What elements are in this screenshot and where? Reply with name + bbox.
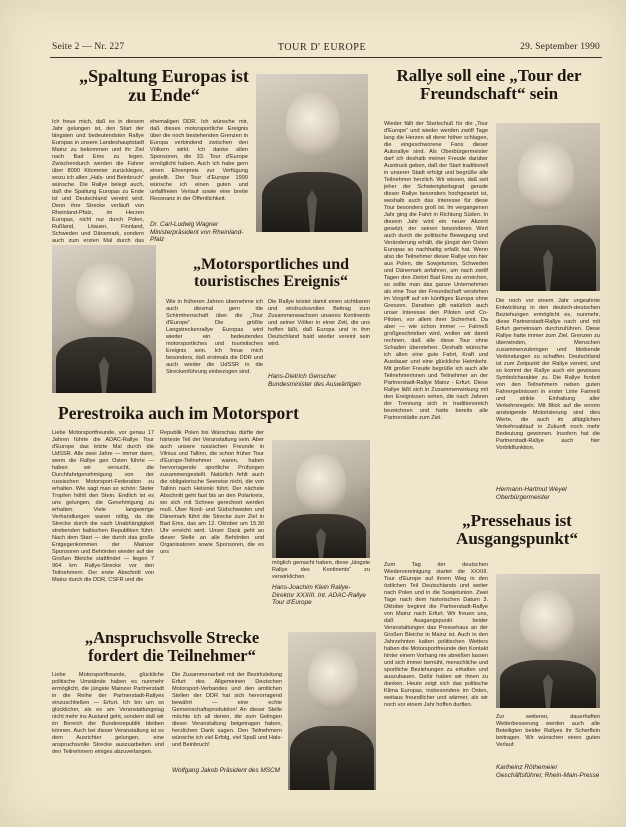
freundschaft-col-1: Wieder fällt der Startschuß für die „Tour d'Europe“ und wieder werden zwölf Tage lang die Herzen all derer höher schlagen, die eingeschworene Fans dieser Autorallye sind. Als Oberbürgermeister darf ich deshalb meiner Freude darüber Ausdruck geben, daß der Start traditionell in unserer Stadt erfolgt und begrüße alle Teilnehmer herzlich. Wir wissen, daß seit jeher der Schwierigkeitsgrad gerade dieser Rallye besonders hochgesetzt ist, weshalb auch das Interesse für diese Tour besonders groß ist. Im vergangenen Jahr ging die Fahrt in Richtung Süden. In diesem Jahr wird ein neuer Akzent gesetzt, der seinen besonderen Wert auch durch die politische Bewegung und Veränderung erhält, die jüngst den Osten Europas so nachhaltig erfaßt hat. Wenn also die Teilnehmer dieser Rallye von hier aus Polen, die Sowjetunion, Schweden und Dänemark anfahren, um nach zwölf Tagen den Zielort Bad Ems zu erreichen, so sollte man das ganze Unternehmen als eine Tour der Freundschaft verstehen im Vorgriff auf ein künftiges Europa ohne Grenzen. Daneben gilt natürlich auch unser Interesse den Piloten und Co-Piloten, vor allem ihrer Sicherheit. Da aber — wie schon immer — Fairneß großgeschrieben wird, wollen wir damit rechnen, daß alle diese Tour ohne Schaden überstehen. Deshalb wünsche ich allen eine gute Fahrt, Kraft und Ausdauer und eine glückliche Heimkehr. Mit großer Freude begrüße ich auch alle Teilnehmerinnen und Teilnehmer an der Partnerstadt-Rallye Mainz - Erfurt. Diese Rallye läßt sich in Zusammenwirkung mit den Ereignissen sehen, die nach Jahren der Trennung sich in traditionsreich bezeichnen und hatte bereits alle Partnerstädte zum Ziel. <box>384 121 488 421</box>
headline-perestroika: Perestroika auch im Motorsport <box>58 403 299 423</box>
spaltung-col-1: Ich freue mich, daß es in diesem Jahr gelungen ist, den Start der längsten und bedeutendsten Rallye Europas in unsere Landeshauptstadt Mainz zu bekommen und ihr Ziel nach Bad Ems zu legen. Zwischendurch werden die Fahrer über 8000 Kilometer zurücklegen, wozu ich allen „Hals- und Beinbruch“ wünsche. Die Rallye belegt auch, daß die Spaltung Europas zu Ende ist und Deutschland vereint wird. Denn ihre Strecke verläuft von Rheinland-Pfalz, im Herzen Europas, nicht nur durch Polen, Rußland, Litauen, Finnland, Schweden und Dänemark, sondern auch zum ersten Mal durch das <box>52 119 144 244</box>
perestroika-col-1: Liebe Motorsportfreunde, vor genau 17 Jahren führte die ADAC-Rallye Tour d'Europe das letzte Mal durch die UdSSR. Alle zwei Jahre — immer dann, wenn die Rallye gen Osten führte — haben wir versucht, die Durchfahrtgenehmigung von der russischen Motorsport-Federation zu erhalten. Wie sagt man so schön: Steter Tropfen höhlt den Stein. Endlich ist es uns gelungen, die Genehmigung zu erhalten. Viele langwierige Verhandlungen waren nötig, da die Strecke durch die nach Unabhängigkeit strebenden baltischen Republiken führt. Nach dem Start — der durch das große Entgegenkommen der Mainzer Sponsoren und Behörden wieder auf der Großen Bleiche stattfindet — liegen 7 964 km Rallye-Strecke vor den Teilnehmern. Der erste Abschnitt von Mainz durch die DDR, CSFR und die <box>52 430 154 583</box>
headline-freundschaft: Rallye soll eine „Tour der Freundschaft“ sein <box>396 66 582 104</box>
spaltung-col-2: ehemaligen DDR. Ich wünsche mir, daß dieses motorsportliche Ereignis über die noch bestehenden Grenzen in Europa verbindend zwischen den Völkern wirkt. Ich danke allen Sponsoren, die 33. Tour d'Europe ermöglicht haben. Auch ich habe gern einen Ehrenpreis zur Verfügung gestellt. Der Tour d'Europe 1990 wünsche ich einen guten und unfallfreien Verlauf sowie eine breite Resonanz in der Öffentlichkeit. <box>150 119 248 202</box>
issue-date: 29. September 1990 <box>520 42 600 52</box>
perestroika-col-3: möglich gemacht haben, diese „längste Rallye des Kontinents“ zu verwirklichen. <box>272 560 370 580</box>
headline-spaltung: „Spaltung Europas ist zu Ende“ <box>79 66 249 106</box>
portrait-klein <box>272 440 370 558</box>
pressehaus-col-1: Zum Tag der deutschen Wiedervereinigung startet die XXXIII. Tour d'Europe auf ihrem Weg in den östlichen Teil Deutschlands und weiter nach Polen und in die Sowjetunion. Zwei Tage nach dem historischen Datum 3. Oktober beginnt die Partnerstadt-Rallye von Mainz nach Erfurt. Wir freuen uns, daß Ausgangspunkt beider Veranstaltungen das Pressehaus an der Großen Bleiche in Mainz ist. Auch in den Jahrzehnten kalten politischen Wetters haben die Motorsportfreunde den Kontakt hinter einem Vorhang nie abreißen lassen und sich immer bemüht, menschliche und sportliche Beziehungen zu erhalten und auszubauen. Dafür haben wir ihnen zu danken. Heute zeigt sich das politische Klima Europas, insbesondere im Osten, weitaus freundlicher und wärmer, als wir noch vor einem Jahr hoffen durften. <box>384 562 488 708</box>
pressehaus-signature: Karlheinz Röthemeier Geschäftsführer, Rhein-Main-Presse <box>496 764 600 779</box>
headline-motorsport: „Motorsportliches und touristisches Ereignis“ <box>193 256 349 291</box>
pressehaus-col-2: Zur weiteren, dauerhaften Wetterbesserung werden auch alle Beteiligten beider Rallyes ihr Scherflein beitragen. Wir wünschen einen guten Verlauf. <box>496 714 600 748</box>
portrait-jakob <box>288 632 376 790</box>
portrait-wagner <box>256 74 368 232</box>
freundschaft-col-2: Die noch vor einem Jahr ungeahnte Entwicklung in den deutsch-deutschen Beziehungen ermöglicht es, nunmehr, diese Partnerstadt-Rallye nach und mit Erfurt gemeinsam durchzuführen. Diese Rallye hatte immer zum Ziel, Grenzen zu überwinden, Menschen zusammenzubringen und bleibende Verbindungen zu schaffen. Deutschland ist zum Zeitpunkt der Rallye vereint, und so kommt der Rallye auch ein gewisses Symbolcharakter zu. Die Rallye fordert von den Teilnehmern neben guten Fahrergebnissen in erster Linie Fairneß und strikte Einhaltung aller Verkehrsregeln. Mit Blick auf die enorm ansteigende Motorisierung sind dies Werte, die auch im alltäglichen Verkehrsablauf in Zukunft noch mehr Bedeutung gewinnen. Insofern hat die Partnerstadt-Rallye auch hier Vorbildfunktion. <box>496 298 600 451</box>
motorsport-col-2: Die Rallye leistet damit einen sichtbaren und eindrucksvollen Beitrag zum Zusammenwachsen unseres Kontinents und seiner Völker in einer Zeit, die uns hoffen läßt, daß Europa und in ihm Deutschland bald wieder vereint sein wird. <box>268 299 370 347</box>
perestroika-signature: Hans-Joachim Klein Rallye-Direktor XXXIII. Int. ADAC-Rallye Tour d'Europe <box>272 584 366 607</box>
anspruchsvoll-signature: Wolfgang Jakob Präsident des MSCM <box>172 767 280 774</box>
newspaper-title: TOUR D' EUROPE <box>277 42 367 53</box>
headline-pressehaus: „Pressehaus ist Ausgangspunkt“ <box>456 511 578 549</box>
portrait-weyel <box>496 123 600 291</box>
portrait-roethemeier <box>496 574 600 708</box>
portrait-genscher <box>52 245 156 393</box>
freundschaft-signature: Hermann-Hartmut Weyel Oberbürgermeister <box>496 486 567 501</box>
anspruchsvoll-col-1: Liebe Motorsportfreunde, glückliche politische Umstände haben es nunmehr ermöglicht, die jüngste Mainzer Partnerstadt in die Reihe der Partnerstadt-Rallyes einzuschließen — Erfurt. Ich bin um so glücklicher, als es am Veranstaltungstag nicht mehr ins Ausland geht, sondern daß wir im Bereich der Bundesrepublik bleiben können. Auch bei dieser Veranstaltung ist es dem Ausrichter gelungen, eine anspruchsvolle Strecke auszuarbeiten und den Teilnehmern einiges abzuverlangen. <box>52 672 164 755</box>
perestroika-col-2: Republik Polen bis Warschau dürfte der härteste Teil der Veranstaltung sein. Aber auch unsere russischen Freunde in Vilnius und Tallinn, die schon früher Tour d'Europe-Teilnehmer waren, haben hervorragende sportliche Prüfungen zusammengestellt. Natürlich fehlt auch die obligatorische Seereise nicht, die von Tallinn nach Helsinki führt. Der nächste Abschnitt geht fast bis an den Polarkreis, wo sich mit Schnee gerechnet werden muß. Über Nord- und Südschweden und Dänemark führt die Strecke zum Ziel in Bad Ems, das am 12. Oktober um 15.30 Uhr erreicht wird. Unser Dank geht an dieser Stelle an alle Behörden und Organisatoren sowie Sponsoren, die es uns <box>160 430 264 555</box>
headline-anspruchsvoll: „Anspruchsvolle Strecke fordert die Teilnehmer“ <box>84 628 260 665</box>
spaltung-signature: Dr. Carl-Ludwig Wagner Ministerpräsident von Rheinland-Pfalz <box>150 221 244 244</box>
motorsport-col-1: Wie in früheren Jahren übernehme ich auch diesmal gern die Schirmherrschaft über die „Tour d'Europe“. Die größte Langstreckenrallye Europas wird wieder ein bedeutendes motorsportliches und touristisches Ereignis sein. Ich freue mich besonders, daß erstmals die DDR und auch wieder die UdSSR in die Streckenführung einbezogen sind. <box>166 299 263 375</box>
header-rule <box>50 57 602 58</box>
anspruchsvoll-col-2: Die Zusammenarbeit mit der Bezirksleitung Erfurt des Allgemeinen Deutschen Motorsport-Verbandes und den amtlichen Stellen der DDR hat sich hervorragend bewährt — eine echte Gemeinschaftsproduktion! An dieser Stelle möchte ich all denen, die zum Gelingen dieser Veranstaltung beigetragen haben, herzlichen Dank sagen. Den Teilnehmern wünsche ich viel Erfolg, viel Spaß und Hals- und Beinbruch! <box>172 672 282 748</box>
motorsport-signature: Hans-Dietrich Genscher Bundesminister des Auswärtigen <box>268 373 361 388</box>
page-number: Seite 2 — Nr. 227 <box>52 42 125 52</box>
